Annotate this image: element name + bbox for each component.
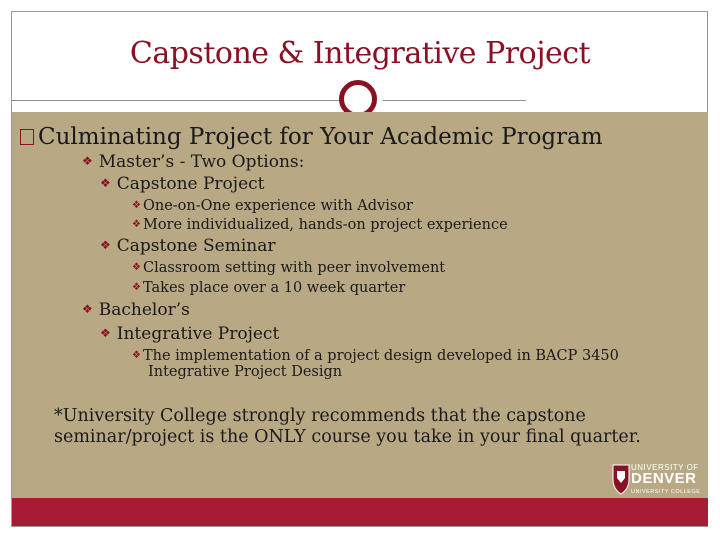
title-rule-left bbox=[12, 100, 340, 101]
list-item-label: Capstone Project bbox=[116, 174, 265, 194]
pioneer-shield-logo-icon bbox=[612, 463, 630, 495]
list-item-individualized bbox=[132, 217, 508, 233]
heading-text: Culminating Project for Your Academic Program bbox=[38, 124, 603, 150]
list-item-masters bbox=[82, 152, 304, 172]
diamond-bullet-icon: ❖ bbox=[132, 219, 141, 230]
list-item-label: Classroom setting with peer involvement bbox=[142, 260, 446, 276]
list-item-capstone-seminar bbox=[100, 236, 275, 256]
diamond-bullet-icon: ❖ bbox=[82, 154, 93, 168]
university-logo bbox=[612, 462, 702, 496]
list-item-ten-week bbox=[132, 280, 405, 296]
footer-band bbox=[12, 498, 708, 526]
diamond-bullet-icon: ❖ bbox=[132, 282, 141, 293]
list-item-label: Integrative Project Design bbox=[148, 364, 343, 380]
diamond-bullet-icon: ❖ bbox=[100, 326, 111, 340]
diamond-bullet-icon: ❖ bbox=[132, 262, 141, 273]
list-item-label: Capstone Seminar bbox=[116, 236, 276, 256]
list-item-integrative-project bbox=[100, 324, 279, 344]
list-item-implementation-cont bbox=[148, 364, 342, 380]
content-panel bbox=[12, 112, 708, 498]
logo-line-2: DENVER bbox=[631, 470, 697, 487]
list-item-bachelors bbox=[82, 300, 190, 320]
slide-title: Capstone & Integrative Project bbox=[129, 36, 591, 71]
heading-line bbox=[20, 124, 603, 150]
list-item-one-on-one bbox=[132, 198, 413, 214]
diamond-bullet-icon: ❖ bbox=[82, 302, 93, 316]
diamond-bullet-icon: ❖ bbox=[100, 238, 111, 252]
diamond-bullet-icon: ❖ bbox=[132, 350, 141, 361]
list-item-label: Integrative Project bbox=[116, 324, 280, 344]
list-item-label: More individualized, hands-on project experience bbox=[142, 217, 508, 233]
diamond-bullet-icon: ❖ bbox=[100, 176, 111, 190]
list-item-label: The implementation of a project design developed in BACP 3450 bbox=[142, 348, 619, 364]
list-item-label: Takes place over a 10 week quarter bbox=[142, 280, 406, 296]
list-item-label: One-on-One experience with Advisor bbox=[142, 198, 413, 214]
diamond-bullet-icon: ❖ bbox=[132, 200, 141, 211]
checkbox-glyph-icon bbox=[20, 129, 34, 145]
list-item-classroom bbox=[132, 260, 445, 276]
list-item-capstone-project bbox=[100, 174, 264, 194]
footnote: *University College strongly recommends that the capstone seminar/project is the ONLY course you take in your final quarter. bbox=[54, 406, 641, 447]
logo-line-3: UNIVERSITY COLLEGE bbox=[631, 489, 701, 495]
list-item-implementation bbox=[132, 348, 619, 364]
list-item-label: Master’s - Two Options: bbox=[98, 152, 305, 172]
list-item-label: Bachelor’s bbox=[98, 300, 190, 320]
title-rule-right bbox=[383, 100, 526, 101]
logo-line-1: UNIVERSITY OF bbox=[631, 463, 699, 472]
